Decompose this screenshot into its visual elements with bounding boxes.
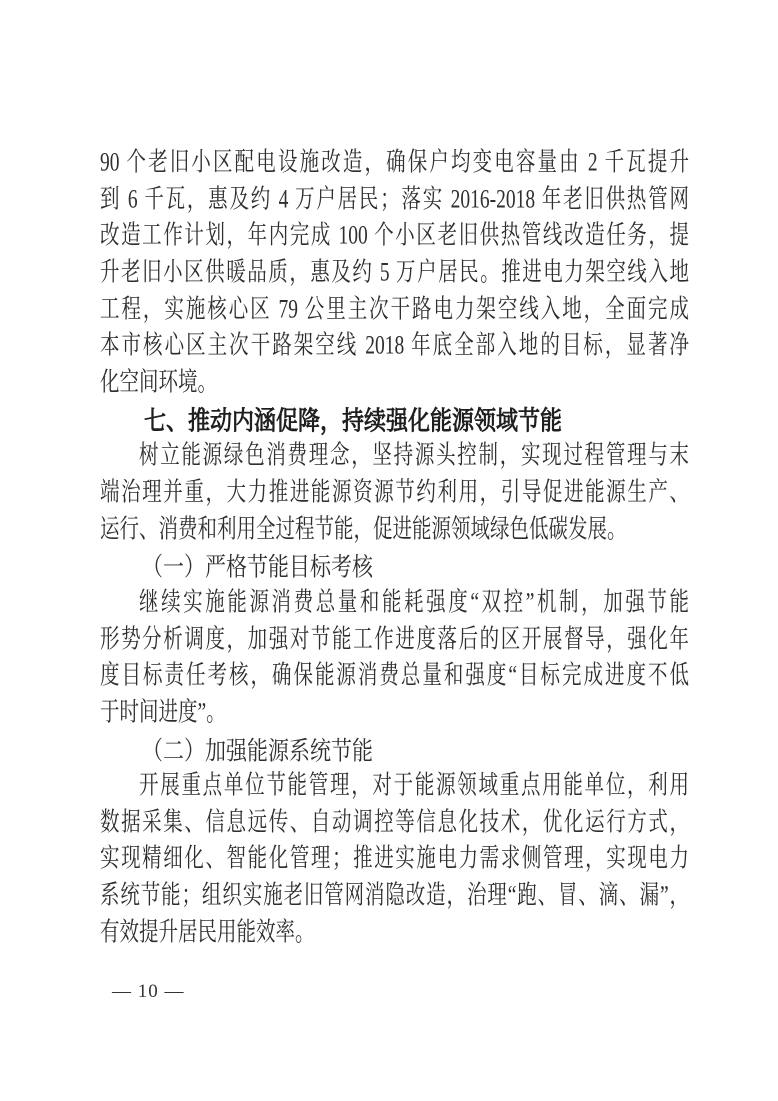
subsection-heading: （一）严格节能目标考核: [142, 552, 373, 582]
text-line: 于时间进度”。: [100, 698, 226, 728]
text-line: 数据采集、信息远传、自动调控等信息化技术，优化运行方式，: [100, 808, 689, 838]
text-line: 工程，实施核心区 79 公里主次干路电力架空线入地，全面完成: [100, 295, 689, 325]
text-line: 有效提升居民用能效率。: [100, 918, 315, 948]
text-line: 端治理并重，大力推进能源资源节约利用，引导促进能源生产、: [100, 478, 689, 508]
text-line: 树立能源绿色消费理念，坚持源头控制，实现过程管理与末: [139, 442, 689, 471]
text-line: 系统节能；组织实施老旧管网消隐改造，治理“跑、冒、滴、漏”，: [100, 882, 689, 911]
text-line: 运行、消费和利用全过程节能，促进能源领域绿色低碳发展。: [100, 515, 627, 544]
text-line: 到 6 千瓦，惠及约 4 万户居民；落实 2016-2018 年老旧供热管网: [100, 185, 689, 215]
text-line: 升老旧小区供暖品质，惠及约 5 万户居民。推进电力架空线入地: [100, 259, 689, 288]
text-line: 形势分析调度，加强对节能工作进度落后的区开展督导，强化年: [100, 625, 689, 654]
text-column: [100, 146, 689, 952]
text-line: 继续实施能源消费总量和能耗强度“双控”机制，加强节能: [139, 588, 689, 618]
text-line: 度目标责任考核，确保能源消费总量和强度“目标完成进度不低: [100, 662, 689, 691]
subsection-heading: （二）加强能源系统节能: [142, 735, 373, 766]
text-line: 本市核心区主次干路架空线 2018 年底全部入地的目标，显著净: [100, 332, 689, 361]
text-line: 化空间环境。: [100, 368, 218, 398]
text-line: 90 个老旧小区配电设施改造，确保户均变电容量由 2 千瓦提升: [100, 149, 689, 178]
page-number: — 10 —: [112, 981, 185, 1002]
text-line: 改造工作计划，年内完成 100 个小区老旧供热管线改造任务，提: [100, 222, 689, 251]
section-heading: 七、推动内涵促降，持续强化能源领域节能: [144, 404, 563, 435]
text-line: 开展重点单位节能管理，对于能源领域重点用能单位，利用: [139, 772, 689, 801]
text-line: 实现精细化、智能化管理；推进实施电力需求侧管理，实现电力: [100, 845, 689, 874]
